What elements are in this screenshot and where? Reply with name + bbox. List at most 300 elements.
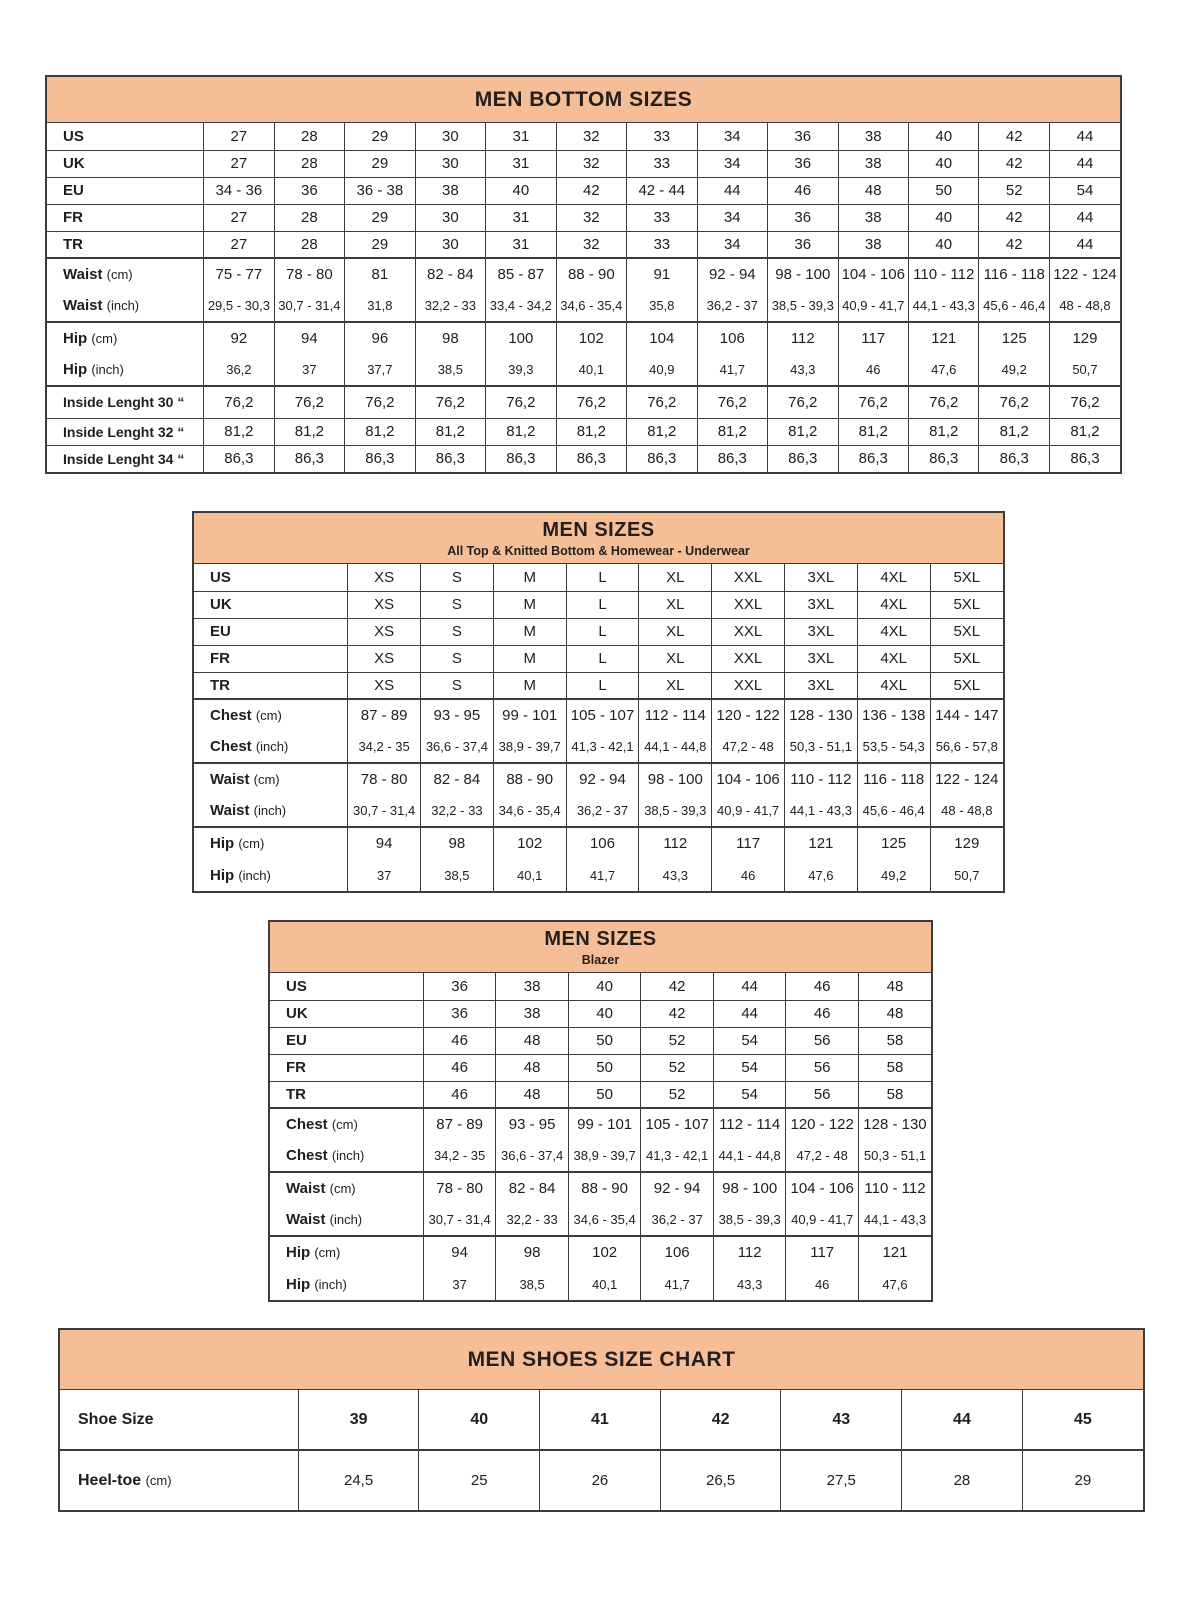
men-sizes-top-row-label: Waist (inch) (210, 802, 287, 819)
men-bottom-sizes-cell: 36,2 (204, 354, 274, 386)
men-sizes-top-cell: 116 - 118 (857, 763, 930, 795)
men-sizes-blazer-cell: 56 (786, 1054, 859, 1081)
men-bottom-sizes-cell: 45,6 - 46,4 (979, 290, 1049, 322)
men-sizes-top-cell: XL (639, 645, 712, 672)
men-sizes-blazer-cell: 54 (713, 1081, 786, 1108)
men-sizes-blazer-cell: 46 (786, 973, 859, 1000)
men-bottom-sizes-cell: 40,1 (556, 354, 626, 386)
men-bottom-sizes-cell: 96 (345, 322, 415, 354)
men-sizes-top-cell: 99 - 101 (493, 699, 566, 731)
men-sizes-blazer-cell: 121 (858, 1236, 931, 1268)
men-sizes-blazer-cell: 50,3 - 51,1 (858, 1140, 931, 1172)
men-sizes-blazer-cell: 36,2 - 37 (641, 1204, 714, 1236)
men-sizes-top-cell: 41,7 (566, 859, 639, 891)
men-bottom-sizes-cell: 42 (979, 204, 1049, 231)
men-sizes-top-row-label: Hip (inch) (210, 866, 271, 884)
men-bottom-sizes-cell: 86,3 (556, 445, 626, 472)
men-sizes-blazer-cell: 50 (568, 1081, 641, 1108)
men-bottom-sizes-row (47, 418, 1120, 445)
men-sizes-blazer-cell: 58 (858, 1081, 931, 1108)
men-bottom-sizes-cell: 40 (486, 177, 556, 204)
men-sizes-top-cell: M (493, 618, 566, 645)
men-sizes-blazer-cell: 38,5 - 39,3 (713, 1204, 786, 1236)
men-sizes-top-cell: XXL (712, 564, 785, 591)
men-bottom-sizes-cell: 92 (204, 322, 274, 354)
men-bottom-sizes-cell: 42 (979, 123, 1049, 150)
men-bottom-sizes-cell: 81,2 (627, 418, 697, 445)
men-sizes-blazer-cell: 56 (786, 1027, 859, 1054)
men-bottom-sizes-cell: 129 (1049, 322, 1120, 354)
men-sizes-blazer-cell: 46 (423, 1054, 496, 1081)
men-bottom-sizes-cell: 117 (838, 322, 908, 354)
men-bottom-sizes-cell: 29 (345, 231, 415, 258)
men-bottom-sizes-row (47, 354, 1120, 386)
men-sizes-blazer-cell: 112 (713, 1236, 786, 1268)
men-bottom-sizes-row (47, 123, 1120, 150)
men-sizes-blazer-cell: 48 (496, 1027, 569, 1054)
men-sizes-top-cell: L (566, 645, 639, 672)
men-sizes-blazer-cell: 54 (713, 1027, 786, 1054)
men-shoes-size-chart-cell: 40 (419, 1390, 540, 1450)
men-sizes-top-cell: L (566, 564, 639, 591)
men-sizes-top-cell: 53,5 - 54,3 (857, 731, 930, 763)
men-sizes-top-cell: 94 (348, 827, 421, 859)
men-bottom-sizes-cell: 46 (768, 177, 838, 204)
men-sizes-top-cell: 125 (857, 827, 930, 859)
men-sizes-blazer-cell: 40 (568, 973, 641, 1000)
men-bottom-sizes-row (47, 177, 1120, 204)
men-bottom-sizes-cell: 100 (486, 322, 556, 354)
men-sizes-top-cell: 112 (639, 827, 712, 859)
men-bottom-sizes-cell: 30 (415, 150, 485, 177)
men-sizes-top-row (194, 763, 1003, 795)
men-bottom-sizes-cell: 88 - 90 (556, 258, 626, 290)
men-bottom-sizes-cell: 34 (697, 231, 767, 258)
men-sizes-top-cell: XL (639, 591, 712, 618)
men-shoes-size-chart-cell: 25 (419, 1450, 540, 1510)
men-sizes-top-cell: 129 (930, 827, 1003, 859)
men-bottom-sizes-cell: 86,3 (415, 445, 485, 472)
men-sizes-blazer-row (270, 1108, 931, 1140)
men-bottom-sizes-cell: 33 (627, 123, 697, 150)
men-bottom-sizes-row (47, 150, 1120, 177)
men-sizes-blazer-cell: 36 (423, 1000, 496, 1027)
men-shoes-size-chart-cell: 45 (1022, 1390, 1143, 1450)
men-sizes-top-cell: XXL (712, 672, 785, 699)
men-sizes-blazer-cell: 92 - 94 (641, 1172, 714, 1204)
men-bottom-sizes-cell: 81 (345, 258, 415, 290)
men-sizes-blazer-cell: 36 (423, 973, 496, 1000)
men-sizes-top-cell: 102 (493, 827, 566, 859)
men-bottom-sizes-cell: 36 (768, 150, 838, 177)
men-bottom-sizes-cell: 110 - 112 (909, 258, 979, 290)
men-sizes-top-row (194, 618, 1003, 645)
men-sizes-blazer-cell: 102 (568, 1236, 641, 1268)
men-bottom-sizes-cell: 42 (556, 177, 626, 204)
men-shoes-size-chart-cell: 42 (660, 1390, 781, 1450)
men-bottom-sizes-cell: 112 (768, 322, 838, 354)
men-bottom-sizes-cell: 38 (415, 177, 485, 204)
men-bottom-sizes-cell: 85 - 87 (486, 258, 556, 290)
men-bottom-sizes-cell: 44 (1049, 204, 1120, 231)
men-sizes-blazer-cell: 44,1 - 44,8 (713, 1140, 786, 1172)
men-bottom-sizes-cell: 98 (415, 322, 485, 354)
men-sizes-top-cell: 36,2 - 37 (566, 795, 639, 827)
men-sizes-blazer-row (270, 1268, 931, 1300)
men-bottom-sizes-cell: 86,3 (486, 445, 556, 472)
men-bottom-sizes-cell: 38 (838, 123, 908, 150)
men-sizes-top-cell: 3XL (784, 672, 857, 699)
men-shoes-size-chart-cell: 26,5 (660, 1450, 781, 1510)
men-bottom-sizes-cell: 81,2 (486, 418, 556, 445)
men-sizes-top-cell: 122 - 124 (930, 763, 1003, 795)
men-sizes-blazer-cell: 46 (423, 1081, 496, 1108)
men-sizes-top-row-label: TR (194, 672, 348, 699)
men-bottom-sizes-cell: 32 (556, 231, 626, 258)
men-bottom-sizes-cell: 76,2 (204, 386, 274, 418)
men-sizes-top-row (194, 731, 1003, 763)
men-sizes-blazer-row (270, 1236, 931, 1268)
men-bottom-sizes-cell: 37 (274, 354, 344, 386)
men-bottom-sizes-row (47, 445, 1120, 472)
men-sizes-top-header (194, 513, 1003, 564)
unit-label: (inch) (329, 1212, 363, 1227)
men-bottom-sizes-cell: 121 (909, 322, 979, 354)
men-bottom-sizes-cell: 34 (697, 204, 767, 231)
men-sizes-top-cell: M (493, 591, 566, 618)
men-sizes-top-cell: XL (639, 672, 712, 699)
men-bottom-sizes-cell: 42 (979, 231, 1049, 258)
men-sizes-blazer-row (270, 1027, 931, 1054)
men-sizes-top-cell: 3XL (784, 618, 857, 645)
men-bottom-sizes-cell: 125 (979, 322, 1049, 354)
men-bottom-sizes-cell: 39,3 (486, 354, 556, 386)
men-bottom-sizes-cell: 81,2 (204, 418, 274, 445)
men-shoes-size-chart-cell: 27,5 (781, 1450, 902, 1510)
men-sizes-top-cell: 120 - 122 (712, 699, 785, 731)
men-bottom-sizes-cell: 86,3 (204, 445, 274, 472)
men-bottom-sizes-cell: 50,7 (1049, 354, 1120, 386)
men-bottom-sizes-section (45, 75, 1122, 474)
unit-label: (cm) (145, 1472, 172, 1488)
men-bottom-sizes-cell: 27 (204, 150, 274, 177)
men-sizes-top-row-label: UK (194, 591, 348, 618)
men-sizes-blazer-cell: 104 - 106 (786, 1172, 859, 1204)
men-sizes-blazer-cell: 46 (786, 1268, 859, 1300)
men-sizes-top-cell: 136 - 138 (857, 699, 930, 731)
men-sizes-top-row-label: Chest (cm) (194, 699, 348, 731)
men-bottom-sizes-cell: 32,2 - 33 (415, 290, 485, 322)
men-sizes-top-row (194, 591, 1003, 618)
men-bottom-sizes-cell: 34,6 - 35,4 (556, 290, 626, 322)
men-sizes-top-cell: S (421, 591, 494, 618)
men-bottom-sizes-cell: 27 (204, 231, 274, 258)
men-bottom-sizes-cell: 27 (204, 204, 274, 231)
men-sizes-top-cell: 5XL (930, 672, 1003, 699)
men-sizes-blazer-row (270, 1054, 931, 1081)
men-bottom-sizes-cell: 76,2 (556, 386, 626, 418)
men-sizes-blazer-cell: 38,9 - 39,7 (568, 1140, 641, 1172)
men-sizes-top-row (194, 795, 1003, 827)
men-sizes-top-section (192, 511, 1005, 893)
men-sizes-top-cell: M (493, 564, 566, 591)
men-bottom-sizes-cell: 98 - 100 (768, 258, 838, 290)
men-sizes-top-cell: XXL (712, 591, 785, 618)
men-bottom-sizes-row-label: Inside Lenght 30 “ (47, 386, 204, 418)
men-sizes-top-cell: 36,6 - 37,4 (421, 731, 494, 763)
men-sizes-blazer-cell: 52 (641, 1081, 714, 1108)
men-bottom-sizes-cell: 44 (697, 177, 767, 204)
men-sizes-blazer-cell: 98 - 100 (713, 1172, 786, 1204)
men-sizes-blazer-row (270, 1081, 931, 1108)
men-sizes-top-cell: 105 - 107 (566, 699, 639, 731)
men-bottom-sizes-cell: 32 (556, 150, 626, 177)
men-sizes-blazer-cell: 50 (568, 1027, 641, 1054)
men-bottom-sizes-cell: 29 (345, 204, 415, 231)
men-sizes-top-cell: 106 (566, 827, 639, 859)
men-sizes-blazer-title: MEN SIZES (544, 928, 657, 950)
men-sizes-top-cell: XXL (712, 645, 785, 672)
men-shoes-header (60, 1330, 1143, 1390)
men-sizes-top-cell: XS (348, 618, 421, 645)
men-sizes-top-row-label: Waist (cm) (194, 763, 348, 795)
men-bottom-sizes-cell: 28 (274, 231, 344, 258)
men-sizes-top-cell: 47,6 (784, 859, 857, 891)
men-bottom-sizes-cell: 116 - 118 (979, 258, 1049, 290)
men-sizes-blazer-cell: 58 (858, 1027, 931, 1054)
men-sizes-top-cell: 48 - 48,8 (930, 795, 1003, 827)
men-sizes-top-cell: 4XL (857, 591, 930, 618)
men-bottom-sizes-cell: 75 - 77 (204, 258, 274, 290)
men-bottom-sizes-cell: 76,2 (627, 386, 697, 418)
men-sizes-top-cell: 3XL (784, 645, 857, 672)
men-sizes-top-cell: 44,1 - 43,3 (784, 795, 857, 827)
men-bottom-sizes-cell: 38 (838, 231, 908, 258)
men-bottom-sizes-cell: 102 (556, 322, 626, 354)
men-bottom-sizes-cell: 28 (274, 123, 344, 150)
men-bottom-sizes-cell: 33 (627, 150, 697, 177)
men-shoes-size-chart-cell: 28 (902, 1450, 1023, 1510)
men-bottom-sizes-cell: 76,2 (697, 386, 767, 418)
men-sizes-top-cell: XXL (712, 618, 785, 645)
men-sizes-top-cell: 3XL (784, 564, 857, 591)
men-shoes-size-chart-cell: 24,5 (298, 1450, 419, 1510)
men-sizes-blazer-cell: 43,3 (713, 1268, 786, 1300)
men-bottom-sizes-cell: 34 (697, 150, 767, 177)
men-bottom-sizes-row (47, 258, 1120, 290)
men-bottom-sizes-cell: 34 (697, 123, 767, 150)
men-sizes-blazer-cell: 38 (496, 1000, 569, 1027)
men-bottom-sizes-cell: 76,2 (979, 386, 1049, 418)
men-bottom-sizes-cell: 40 (909, 123, 979, 150)
men-sizes-top-cell: XS (348, 564, 421, 591)
men-sizes-blazer-frame (268, 920, 933, 1302)
men-bottom-sizes-row-label: TR (47, 231, 204, 258)
men-sizes-top-cell: S (421, 564, 494, 591)
men-sizes-blazer-cell: 58 (858, 1054, 931, 1081)
men-bottom-sizes-row (47, 231, 1120, 258)
men-sizes-blazer-cell: 105 - 107 (641, 1108, 714, 1140)
men-bottom-sizes-cell: 31,8 (345, 290, 415, 322)
men-bottom-sizes-cell: 29,5 - 30,3 (204, 290, 274, 322)
men-sizes-blazer-cell: 40,9 - 41,7 (786, 1204, 859, 1236)
men-sizes-top-cell: 56,6 - 57,8 (930, 731, 1003, 763)
men-sizes-top-cell: 5XL (930, 564, 1003, 591)
men-bottom-sizes-cell: 44 (1049, 123, 1120, 150)
men-sizes-blazer-cell: 37 (423, 1268, 496, 1300)
men-bottom-sizes-cell: 30 (415, 204, 485, 231)
men-sizes-top-cell: 87 - 89 (348, 699, 421, 731)
men-bottom-sizes-cell: 27 (204, 123, 274, 150)
men-bottom-sizes-cell: 94 (274, 322, 344, 354)
men-sizes-top-cell: M (493, 645, 566, 672)
men-shoes-size-chart-row (60, 1390, 1143, 1450)
men-bottom-sizes-cell: 34 - 36 (204, 177, 274, 204)
men-bottom-sizes-cell: 36,2 - 37 (697, 290, 767, 322)
men-sizes-blazer-cell: 112 - 114 (713, 1108, 786, 1140)
men-bottom-sizes-row (47, 386, 1120, 418)
men-sizes-top-cell: 4XL (857, 672, 930, 699)
men-bottom-sizes-cell: 30 (415, 123, 485, 150)
men-sizes-top-cell: 30,7 - 31,4 (348, 795, 421, 827)
men-sizes-top-subtitle: All Top & Knitted Bottom & Homewear - Underwear (447, 544, 750, 558)
men-sizes-blazer-cell: 38,5 (496, 1268, 569, 1300)
men-bottom-sizes-cell: 31 (486, 231, 556, 258)
men-bottom-sizes-cell: 31 (486, 123, 556, 150)
men-shoes-section (58, 1328, 1145, 1512)
men-sizes-blazer-cell: 94 (423, 1236, 496, 1268)
men-bottom-sizes-cell: 86,3 (345, 445, 415, 472)
men-sizes-top-cell: 98 (421, 827, 494, 859)
men-sizes-top-cell: 3XL (784, 591, 857, 618)
men-shoes-size-chart-cell: 29 (1022, 1450, 1143, 1510)
men-sizes-top-cell: S (421, 618, 494, 645)
men-sizes-top-cell: L (566, 591, 639, 618)
men-sizes-top-cell: 121 (784, 827, 857, 859)
men-shoes-size-chart-row (60, 1450, 1143, 1510)
men-bottom-sizes-cell: 30 (415, 231, 485, 258)
men-bottom-sizes-cell: 81,2 (697, 418, 767, 445)
men-sizes-blazer-row-label: Waist (cm) (270, 1172, 423, 1204)
men-sizes-blazer-row-label: TR (270, 1081, 423, 1108)
men-bottom-sizes-cell: 37,7 (345, 354, 415, 386)
men-sizes-blazer-cell: 34,2 - 35 (423, 1140, 496, 1172)
men-sizes-blazer-cell: 48 (858, 1000, 931, 1027)
men-sizes-blazer-header (270, 922, 931, 973)
men-shoes-size-chart-row-label: Shoe Size (78, 1410, 154, 1428)
men-bottom-sizes-cell: 42 - 44 (627, 177, 697, 204)
men-bottom-sizes-row-label: Inside Lenght 34 “ (47, 445, 204, 472)
men-sizes-blazer-row-label: Chest (cm) (270, 1108, 423, 1140)
men-bottom-sizes-row (47, 290, 1120, 322)
men-bottom-sizes-cell: 36 (768, 204, 838, 231)
men-bottom-sizes-cell: 33 (627, 231, 697, 258)
men-bottom-sizes-cell: 76,2 (909, 386, 979, 418)
men-sizes-top-row-label: EU (194, 618, 348, 645)
men-sizes-blazer-cell: 48 (496, 1081, 569, 1108)
men-sizes-blazer-row (270, 1140, 931, 1172)
men-sizes-blazer-cell: 93 - 95 (496, 1108, 569, 1140)
men-sizes-blazer-cell: 42 (641, 1000, 714, 1027)
men-sizes-blazer-cell: 128 - 130 (858, 1108, 931, 1140)
men-bottom-sizes-cell: 42 (979, 150, 1049, 177)
men-bottom-sizes-cell: 104 (627, 322, 697, 354)
men-sizes-top-cell: 46 (712, 859, 785, 891)
men-bottom-sizes-cell: 86,3 (697, 445, 767, 472)
men-bottom-sizes-cell: 76,2 (1049, 386, 1120, 418)
men-sizes-blazer-cell: 78 - 80 (423, 1172, 496, 1204)
men-sizes-top-cell: 5XL (930, 645, 1003, 672)
men-sizes-blazer-cell: 46 (786, 1000, 859, 1027)
men-bottom-sizes-cell: 86,3 (274, 445, 344, 472)
unit-label: (cm) (314, 1245, 341, 1260)
men-bottom-sizes-cell: 29 (345, 150, 415, 177)
men-sizes-top-cell: 34,6 - 35,4 (493, 795, 566, 827)
men-sizes-blazer-cell: 40,1 (568, 1268, 641, 1300)
men-sizes-top-cell: 32,2 - 33 (421, 795, 494, 827)
men-bottom-sizes-cell: 40 (909, 231, 979, 258)
men-bottom-sizes-cell: 28 (274, 150, 344, 177)
men-bottom-sizes-title: MEN BOTTOM SIZES (474, 88, 693, 111)
men-bottom-sizes-cell: 86,3 (768, 445, 838, 472)
men-sizes-top-cell: 104 - 106 (712, 763, 785, 795)
men-bottom-sizes-cell: 44,1 - 43,3 (909, 290, 979, 322)
men-sizes-blazer-cell: 52 (641, 1027, 714, 1054)
men-bottom-sizes-cell: 38 (838, 204, 908, 231)
men-sizes-blazer-cell: 110 - 112 (858, 1172, 931, 1204)
men-sizes-top-cell: 44,1 - 44,8 (639, 731, 712, 763)
men-sizes-blazer-cell: 44 (713, 1000, 786, 1027)
men-sizes-top-row (194, 645, 1003, 672)
men-sizes-blazer-cell: 54 (713, 1054, 786, 1081)
men-sizes-blazer-cell: 88 - 90 (568, 1172, 641, 1204)
men-bottom-sizes-cell: 43,3 (768, 354, 838, 386)
men-bottom-sizes-cell: 76,2 (486, 386, 556, 418)
men-sizes-top-cell: 50,3 - 51,1 (784, 731, 857, 763)
men-sizes-top-cell: 4XL (857, 564, 930, 591)
men-bottom-sizes-cell: 35,8 (627, 290, 697, 322)
men-sizes-blazer-cell: 52 (641, 1054, 714, 1081)
men-sizes-blazer-row (270, 1204, 931, 1236)
men-sizes-top-row-label: US (210, 568, 231, 586)
men-bottom-sizes-cell: 32 (556, 204, 626, 231)
men-sizes-top-cell: 47,2 - 48 (712, 731, 785, 763)
men-bottom-sizes-row-label: US (63, 127, 84, 145)
men-bottom-sizes-cell: 86,3 (1049, 445, 1120, 472)
men-sizes-top-cell: 5XL (930, 591, 1003, 618)
men-bottom-sizes-cell: 81,2 (415, 418, 485, 445)
unit-label: (cm) (238, 836, 265, 851)
men-bottom-sizes-cell: 47,6 (909, 354, 979, 386)
men-sizes-top-cell: 38,5 - 39,3 (639, 795, 712, 827)
men-sizes-blazer-cell: 87 - 89 (423, 1108, 496, 1140)
men-sizes-top-cell: XL (639, 618, 712, 645)
men-bottom-sizes-cell: 30,7 - 31,4 (274, 290, 344, 322)
men-bottom-sizes-cell: 86,3 (627, 445, 697, 472)
men-sizes-top-cell: 40,9 - 41,7 (712, 795, 785, 827)
men-sizes-top-cell: 4XL (857, 645, 930, 672)
unit-label: (inch) (253, 803, 287, 818)
men-sizes-blazer-row-label: Waist (inch) (286, 1211, 363, 1228)
men-bottom-sizes-row (47, 204, 1120, 231)
men-bottom-sizes-cell: 31 (486, 150, 556, 177)
men-sizes-blazer-grid (270, 973, 931, 1300)
men-bottom-sizes-cell: 41,7 (697, 354, 767, 386)
men-sizes-top-cell: 45,6 - 46,4 (857, 795, 930, 827)
men-bottom-sizes-cell: 48 - 48,8 (1049, 290, 1120, 322)
unit-label: (inch) (106, 298, 140, 313)
men-sizes-top-cell: 37 (348, 859, 421, 891)
